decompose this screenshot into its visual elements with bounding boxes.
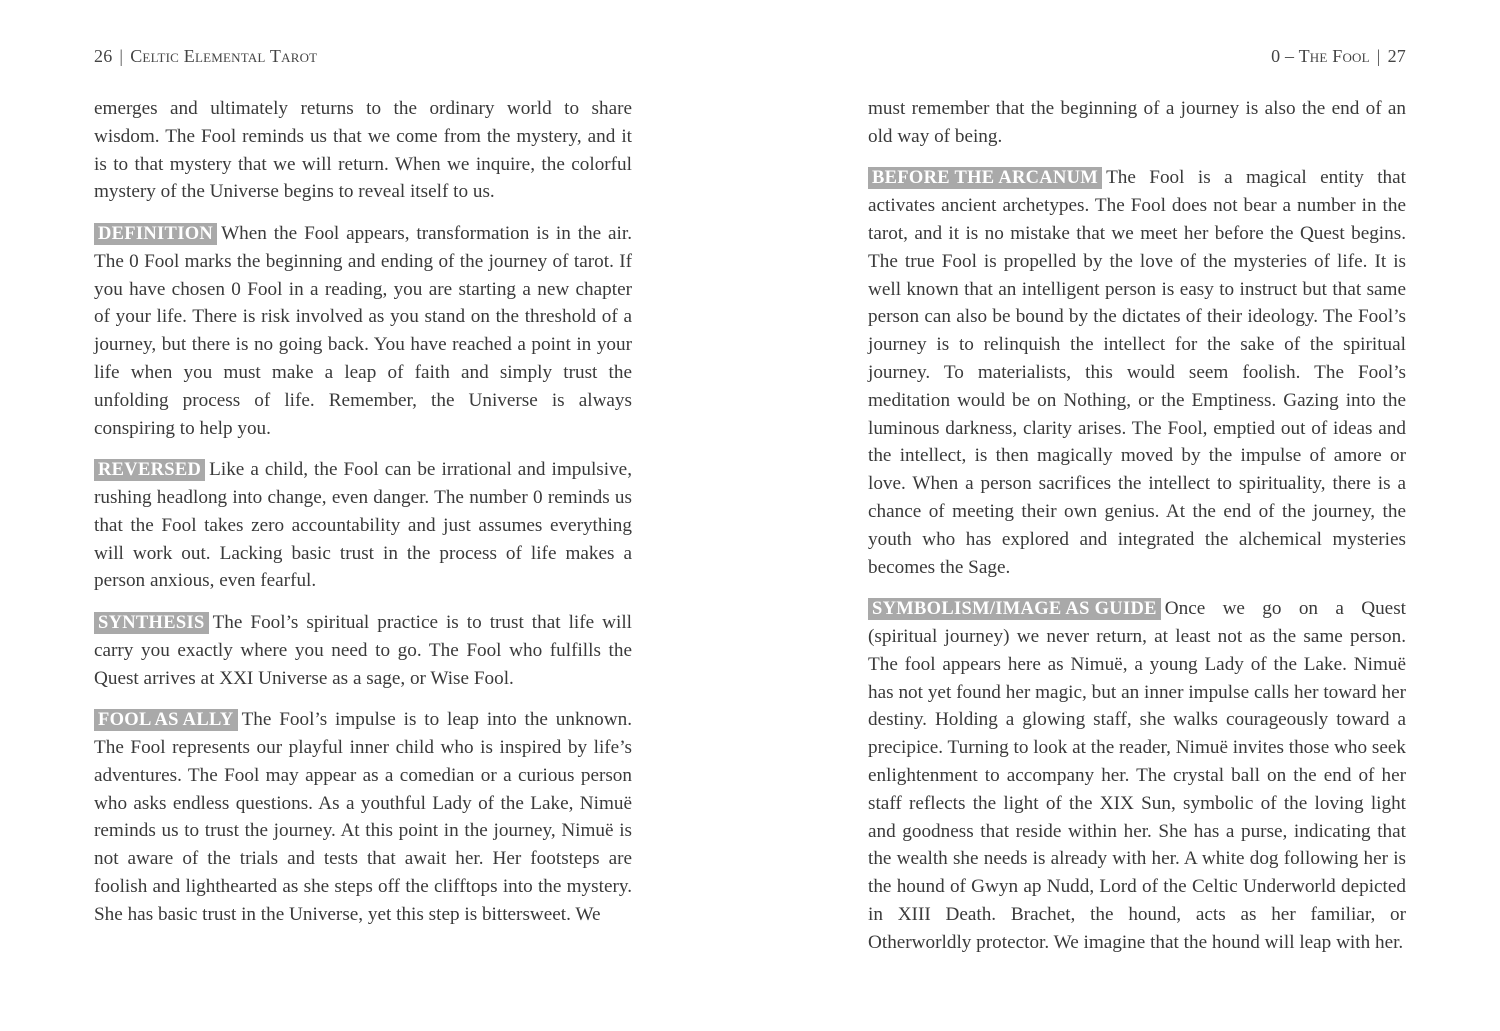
left-running-head [94,44,632,68]
right-page-number: 27 [1387,46,1406,66]
paragraph-before-the-arcanum [868,164,1406,581]
paragraph-text: must remember that the beginning of a journey is also the end of an old way of being. [868,98,1406,147]
left-running-title: Celtic Elemental Tarot [130,46,318,66]
paragraph-synthesis [94,609,632,692]
paragraph-text: When the Fool appears, transformation is in the air. The 0 Fool marks the beginning and ending of the journey of tarot. If you have chosen 0 Fool in a reading, you are starting a new chapter of your life. There is risk involved as you stand on the threshold of a journey, but there is no going back. You have reached a point in your life when you must make a leap of faith and simply trust the unfolding process of life. Remember, the Universe is always conspiring to help you. [94,222,632,439]
right-running-title: 0 – The Fool [1271,46,1370,66]
paragraph-text: The Fool’s spiritual practice is to trust that life will carry you exactly where you need to go. The Fool who fulfills the Quest arrives at XXI Universe as a sage, or Wise Fool. [94,611,632,689]
paragraph [868,95,1406,151]
right-running-head [868,44,1406,68]
paragraph-symbolism [868,595,1406,956]
paragraph-reversed [94,456,632,595]
section-label-fool-as-ally: FOOL AS ALLY [94,709,238,731]
paragraph-fool-as-ally [94,706,632,928]
left-page-number: 26 [94,46,113,66]
paragraph [94,95,632,206]
paragraph-text: Like a child, the Fool can be irrational and impulsive, rushing headlong into change, even danger. The number 0 reminds us that the Fool takes zero accountability and just assumes everything will work out. Lacking basic trust in the process of life makes a person anxious, even fearful. [94,459,632,592]
left-page-body [94,95,632,942]
paragraph-text: emerges and ultimately returns to the ordinary world to share wisdom. The Fool reminds us that we come from the mystery, and it is to that mystery that we will return. When we inquire, the colorful mystery of the Universe begins to reveal itself to us. [94,98,632,203]
section-label-before-the-arcanum: BEFORE THE ARCANUM [868,167,1102,189]
paragraph-definition [94,220,632,442]
running-head-separator: | [1376,46,1381,66]
paragraph-text: The Fool’s impulse is to leap into the unknown. The Fool represents our playful inner child who is inspired by life’s adventures. The Fool may appear as a comedian or a curious person who asks endless questions. As a youthful Lady of the Lake, Nimuë reminds us to trust the journey. At this point in the journey, Nimuë is not aware of the trials and tests that await her. Her footsteps are foolish and lighthearted as she steps off the clifftops into the mystery. She has basic trust in the Universe, yet this step is bittersweet. We [94,709,632,925]
paragraph-text: Once we go on a Quest (spiritual journey) we never return, at least not as the same person. The fool appears here as Nimuë, a young Lady of the Lake. Nimuë has not yet found her magic, but an inner impulse calls her toward her destiny. Holding a glowing staff, she walks courageously toward a precipice. Turning to look at the reader, Nimuë invites those who seek enlightenment to accompany her. The crystal ball on the end of her staff reflects the light of the XIX Sun, symbolic of the loving light and goodness that reside within her. She has a purse, indicating that the wealth she needs is already with her. A white dog following her is the hound of Gwyn ap Nudd, Lord of the Celtic Underworld depicted in XIII Death. Brachet, the hound, acts as her familiar, or Otherworldly protector. We imagine that the hound will leap with her. [868,598,1406,953]
paragraph-text: The Fool is a magical entity that activates ancient archetypes. The Fool does not bear a number in the tarot, and it is no mistake that we meet her before the Quest begins. The true Fool is propelled by the love of the mysteries of life. It is well known that an intelligent person is easy to instruct but that same person can also be bound by the dictates of their ideology. The Fool’s journey is to relinquish the intellect for the sake of the spiritual journey. To materialists, this would seem foolish. The Fool’s meditation would be on Nothing, or the Emptiness. Gazing into the luminous darkness, clarity arises. The Fool, emptied out of ideas and the intellect, is then magically moved by the impulse of amore or love. When a person sacrifices the intellect to spirituality, there is a chance of meeting their own genius. At the end of the journey, the youth who has explored and integrated the alchemical mysteries becomes the Sage. [868,167,1406,578]
section-label-symbolism: SYMBOLISM/IMAGE AS GUIDE [868,598,1161,620]
right-page-body [868,95,1406,970]
running-head-separator: | [119,46,124,66]
section-label-reversed: REVERSED [94,459,205,481]
section-label-definition: DEFINITION [94,223,217,245]
section-label-synthesis: SYNTHESIS [94,612,209,634]
